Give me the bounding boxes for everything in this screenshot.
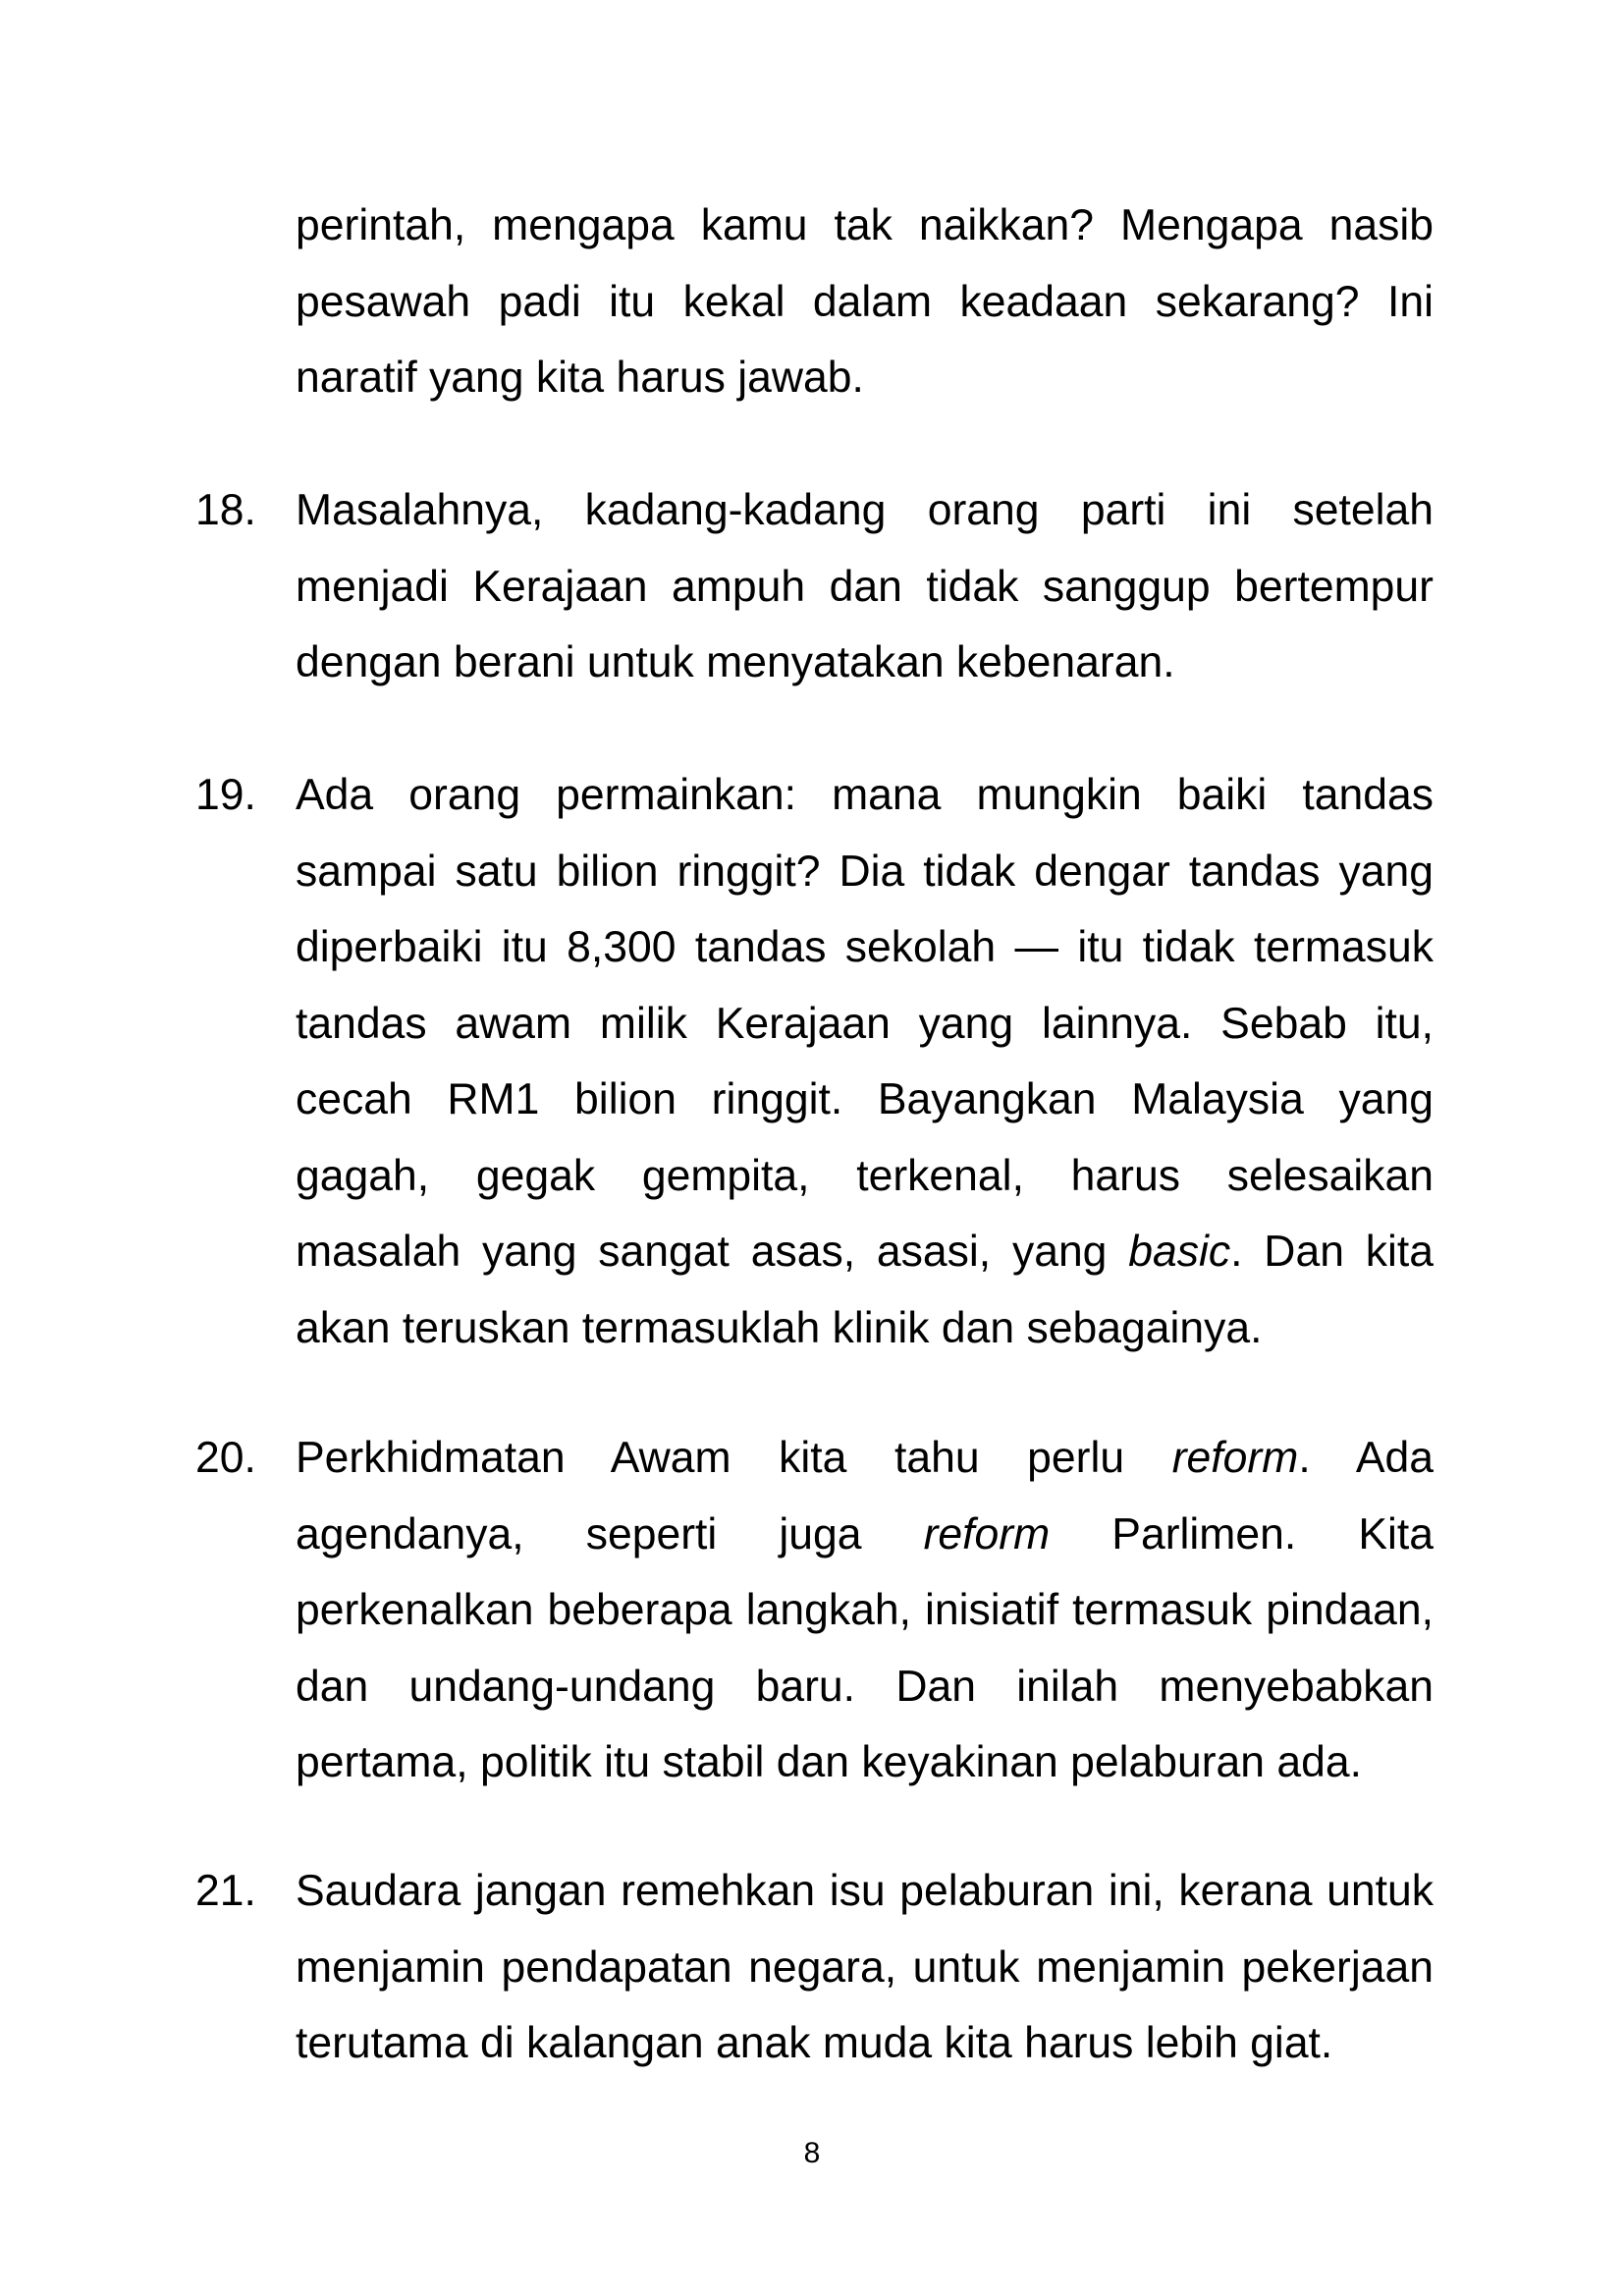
paragraph-text-segment: Parlimen. Kita perkenalkan beberapa langkah, inisiatif termasuk pindaan, dan undang-undang baru. Dan inilah menyebabkan pertama, politik itu stabil dan keyakinan pelaburan ada. (296, 1509, 1434, 1786)
paragraph-number: 21. (195, 1867, 256, 1915)
paragraph-text (296, 1853, 1434, 2082)
numbered-paragraph-18 (195, 472, 1434, 701)
continuation-paragraph: perintah, mengapa kamu tak naikkan? Mengapa nasib pesawah padi itu kekal dalam keadaan sekarang? Ini naratif yang kita harus jawab. (296, 201, 1434, 402)
paragraph-text (296, 1420, 1434, 1801)
paragraph-text-segment: . Ada agendanya, seperti juga (296, 1434, 1434, 1558)
paragraph-text (296, 757, 1434, 1366)
paragraph-number: 18. (195, 486, 256, 534)
paragraph-number: 19. (195, 771, 256, 819)
italic-term: basic (1128, 1228, 1231, 1276)
paragraph-text-segment: . Dan kita akan teruskan termasuklah klinik dan sebagainya. (296, 1228, 1434, 1352)
numbered-paragraph-20 (195, 1420, 1434, 1801)
page-number: 8 (803, 2137, 821, 2169)
paragraph-text-segment: Ada orang permainkan: mana mungkin baiki tandas sampai satu bilion ringgit? Dia tidak dengar tandas yang diperbaiki itu 8,300 tandas sekolah — itu tidak termasuk tandas awam milik Kerajaan yang lainnya. Sebab itu, cecah RM1 bilion ringgit. Bayangkan Malaysia yang gagah, gegak gempita, terkenal, harus selesaikan masalah yang sangat asas, asasi, yang (296, 771, 1434, 1276)
paragraph-text-segment: Masalahnya, kadang-kadang orang parti ini setelah menjadi Kerajaan ampuh dan tidak sanggup bertempur dengan berani untuk menyatakan kebenaran. (296, 486, 1434, 686)
paragraph-text-segment: Saudara jangan remehkan isu pelaburan ini, kerana untuk menjamin pendapatan negara, untuk menjamin pekerjaan terutama di kalangan anak muda kita harus lebih giat. (296, 1867, 1434, 2067)
paragraph-text (296, 472, 1434, 701)
italic-term: reform (1171, 1434, 1299, 1482)
numbered-paragraph-19 (195, 757, 1434, 1366)
italic-term: reform (923, 1509, 1051, 1558)
paragraph-text-segment: Perkhidmatan Awam kita tahu perlu (296, 1434, 1172, 1482)
numbered-paragraph-21 (195, 1853, 1434, 2082)
paragraph-number: 20. (195, 1434, 256, 1482)
